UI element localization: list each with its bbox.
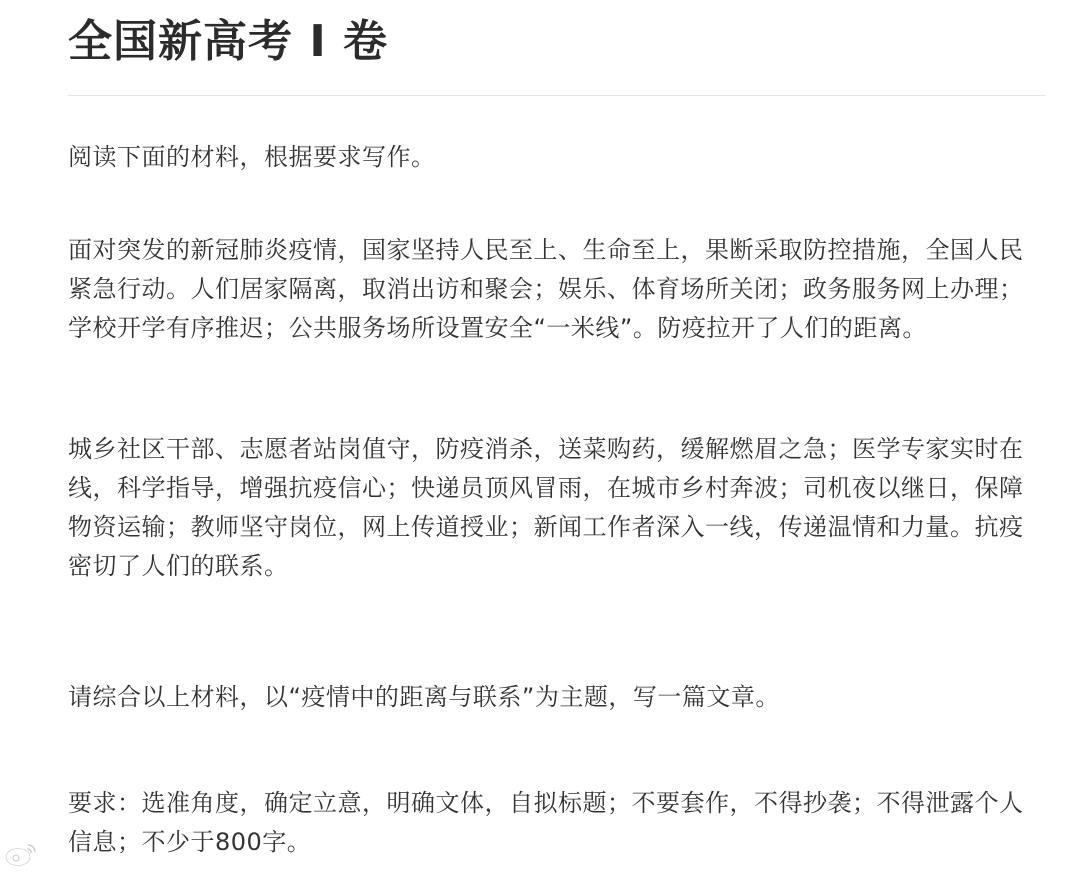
paragraph-distance: 面对突发的新冠肺炎疫情，国家坚持人民至上、生命至上，果断采取防控措施，全国人民紧急行动。人们居家隔离，取消出访和聚会；娱乐、体育场所关闭；政务服务网上办理；学校开学有序推迟；公共服务场所设置安全“一米线”。防疫拉开了人们的距离。 xyxy=(68,236,1024,342)
paragraph-connection: 城乡社区干部、志愿者站岗值守，防疫消杀，送菜购药，缓解燃眉之急；医学专家实时在线，科学指导，增强抗疫信心；快递员顶风冒雨，在城市乡村奔波；司机夜以继日，保障物资运输；教师坚守岗位，网上传道授业；新闻工作者深入一线，传递温情和力量。抗疫密切了人们的联系。 xyxy=(68,435,1024,580)
paragraph-requirements: 要求：选准角度，确定立意，明确文体，自拟标题；不要套作，不得抄袭；不得泄露个人信息；不少于800字。 xyxy=(68,789,1024,856)
paragraph-instruction: 阅读下面的材料，根据要求写作。 xyxy=(68,143,436,171)
weibo-logo-icon xyxy=(4,840,38,872)
page-title: 全国新高考 I 卷 xyxy=(68,16,389,67)
watermark xyxy=(4,838,154,874)
title-divider xyxy=(68,95,1046,96)
paragraph-task: 请综合以上材料，以“疫情中的距离与联系”为主题，写一篇文章。 xyxy=(68,683,780,711)
